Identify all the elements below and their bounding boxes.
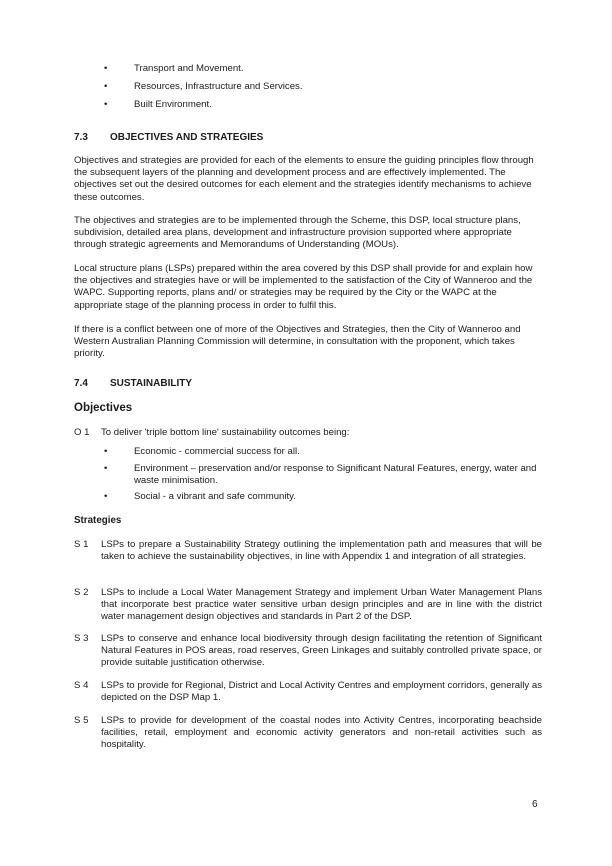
bullet-icon: • [104, 63, 108, 74]
bullet-text: Environment – preservation and/or response to Significant Natural Features, energy, water and waste minimisation. [134, 463, 537, 487]
section-number: 7.4 [74, 378, 88, 389]
bullet-text: Economic - commercial success for all. [134, 446, 300, 457]
page-number: 6 [532, 799, 538, 810]
bullet-icon: • [104, 491, 108, 502]
bullet-text: Resources, Infrastructure and Services. [134, 81, 303, 92]
paragraph: Local structure plans (LSPs) prepared within the area covered by this DSP shall provide for and explain how the objectives and strategies have or will be implemented to the satisfaction of the City of Wanneroo and the WAPC. Supporting reports, plans and/ or strategies may be required by the City or the WAPC at the appropriate stage of the planning process in order to fulfil this. [74, 263, 533, 311]
objectives-heading: Objectives [74, 402, 133, 414]
paragraph: The objectives and strategies are to be implemented through the Scheme, this DSP, local structure plans, subdivision, detailed area plans, development and infrastructure provision supported where appropriate through strategic agreements and Memorandums of Understanding (MOUs). [74, 215, 521, 251]
bullet-icon: • [104, 446, 108, 457]
strategy-text: LSPs to prepare a Sustainability Strategy outlining the implementation path and measures that will be taken to achieve the sustainability objectives, in line with Appendix 1 and integration of all strategies. [101, 539, 542, 563]
strategy-code: S 5 [74, 715, 89, 726]
objective-code: O 1 [74, 427, 90, 438]
strategy-code: S 4 [74, 680, 89, 691]
strategy-code: S 3 [74, 633, 89, 644]
paragraph: If there is a conflict between one of more of the Objectives and Strategies, then the City of Wanneroo and Western Australian Planning Commission will determine, in consultation with the proponent, which takes priority. [74, 324, 521, 360]
section-number: 7.3 [74, 132, 88, 143]
strategies-heading: Strategies [74, 515, 122, 526]
paragraph: Objectives and strategies are provided for each of the elements to ensure the guiding principles flow through the subsequent layers of the planning and development process and are effectively implemented. The objectives set out the desired outcomes for each element and the strategies identify mechanisms to achieve these outcomes. [74, 155, 534, 203]
strategy-code: S 2 [74, 587, 89, 598]
bullet-text: Social - a vibrant and safe community. [134, 491, 296, 502]
strategy-text: LSPs to provide for Regional, District and Local Activity Centres and employment corridors, generally as depicted on the DSP Map 1. [101, 680, 542, 704]
strategy-text: LSPs to conserve and enhance local biodiversity through design facilitating the retention of Significant Natural Features in POS areas, road reserves, Green Linkages and suitably controlled private space, or provide suitable justification otherwise. [101, 633, 542, 669]
bullet-icon: • [104, 463, 108, 474]
strategy-code: S 1 [74, 539, 89, 550]
strategy-text: LSPs to include a Local Water Management Strategy and implement Urban Water Management Plans that incorporate best practice water sensitive urban design principles and are in line with the district water management design objectives and standards in Part 2 of the DSP. [101, 587, 542, 623]
objective-text: To deliver 'triple bottom line' sustainability outcomes being: [101, 427, 350, 438]
strategy-text: LSPs to provide for development of the coastal nodes into Activity Centres, incorporating beachside facilities, retail, employment and economic activity generators and non-retail activities such as hospitality. [101, 715, 542, 751]
bullet-icon: • [104, 81, 108, 92]
bullet-icon: • [104, 99, 108, 110]
section-title: OBJECTIVES AND STRATEGIES [110, 132, 264, 143]
bullet-text: Transport and Movement. [134, 63, 244, 74]
bullet-text: Built Environment. [134, 99, 212, 110]
section-title: SUSTAINABILITY [110, 378, 193, 389]
